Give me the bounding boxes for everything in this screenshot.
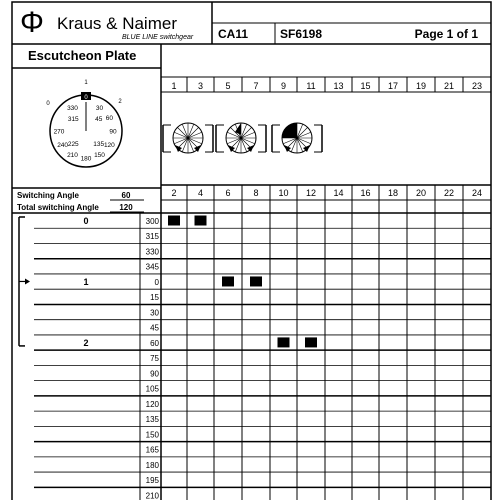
dial-angle-label: 45 xyxy=(95,115,103,123)
angle-label: 135 xyxy=(145,415,159,425)
total-angle-value: 120 xyxy=(119,203,133,212)
switching-angle-block xyxy=(17,191,133,212)
terminal-label-top: 7 xyxy=(253,81,259,91)
position-bracket xyxy=(19,217,30,346)
angle-label: 165 xyxy=(145,445,159,455)
terminal-label-bottom: 2 xyxy=(171,188,177,198)
terminal-label-bottom: 4 xyxy=(197,188,204,198)
dial-mark-0: 0 xyxy=(46,101,50,107)
chart-grid xyxy=(12,2,491,500)
company-name: Kraus & Naimer xyxy=(57,14,177,33)
terminal-label-bottom: 12 xyxy=(305,188,317,198)
angle-label: 210 xyxy=(145,491,159,500)
angle-label: 300 xyxy=(145,217,159,226)
angle-label: 90 xyxy=(150,369,159,379)
angle-label: 315 xyxy=(145,232,159,242)
angle-label: 30 xyxy=(150,308,159,318)
dial-angle-label: 120 xyxy=(103,142,115,149)
arrow-right-icon xyxy=(25,278,30,284)
contact-wafer-symbol xyxy=(216,123,266,153)
terminal-label-bottom: 24 xyxy=(471,188,483,198)
angle-label: 75 xyxy=(150,354,159,364)
terminal-label-bottom: 14 xyxy=(333,188,344,198)
contact-closed-mark xyxy=(195,216,207,226)
terminal-label-top: 23 xyxy=(471,81,483,91)
angle-label: 15 xyxy=(150,293,159,303)
dial-mark-2: 2 xyxy=(118,99,122,105)
position-label: 0 xyxy=(83,216,89,226)
terminal-label-top: 11 xyxy=(306,81,316,91)
contact-circuit-symbols xyxy=(163,123,322,153)
terminal-label-bottom: 10 xyxy=(278,188,289,198)
terminal-label-top: 15 xyxy=(360,81,371,91)
terminal-label-top: 13 xyxy=(333,81,344,91)
terminal-label-top: 5 xyxy=(225,81,231,91)
switching-angle-value: 60 xyxy=(121,191,131,200)
angle-label: 105 xyxy=(145,384,159,394)
dial-angle-label: 135 xyxy=(93,141,105,149)
logo-symbol: Φ xyxy=(20,6,44,39)
terminal-label-top: 3 xyxy=(197,81,204,91)
dial-angle-label: 315 xyxy=(67,115,79,123)
contact-closed-mark xyxy=(222,276,234,286)
contact-closed-mark xyxy=(250,276,262,286)
dial-angle-label: 240 xyxy=(57,142,69,149)
angle-label: 195 xyxy=(145,476,159,486)
escutcheon-title: Escutcheon Plate xyxy=(28,48,137,63)
angle-label: 60 xyxy=(150,338,159,348)
dial-angle-label: 180 xyxy=(80,155,92,163)
dial-angle-label: 150 xyxy=(94,151,105,159)
contact-closed-mark xyxy=(168,216,180,226)
terminal-label-bottom: 22 xyxy=(443,188,455,198)
terminal-label-top: 17 xyxy=(387,81,399,91)
angle-label: 345 xyxy=(145,262,159,272)
total-angle-label: Total switching Angle xyxy=(17,203,99,212)
terminal-label-bottom: 20 xyxy=(415,188,427,198)
dial-angle-label: 225 xyxy=(67,141,79,149)
contact-wafer-symbol xyxy=(272,123,322,153)
company-subtitle: BLUE LINE switchgear xyxy=(122,34,194,41)
switching-angle-label: Switching Angle xyxy=(17,191,79,200)
dial-angle-label: 90 xyxy=(109,128,117,136)
angle-label: 150 xyxy=(145,430,159,440)
angle-label: 45 xyxy=(150,323,159,333)
terminal-label-top: 1 xyxy=(171,81,177,91)
angle-label: 120 xyxy=(145,399,159,409)
contact-closed-mark xyxy=(278,337,290,347)
position-label: 1 xyxy=(83,276,89,287)
type-code: CA11 xyxy=(218,27,249,41)
position-labels xyxy=(83,216,88,348)
dial-angle-label: 330 xyxy=(67,105,78,113)
drawing-number: SF6198 xyxy=(280,27,323,41)
dial-mark-1: 1 xyxy=(84,80,88,86)
contact-segment xyxy=(282,123,297,138)
contact-wafer-symbol xyxy=(163,123,213,153)
terminal-label-bottom: 18 xyxy=(387,188,399,198)
company-logo xyxy=(20,6,44,39)
terminal-label-top: 21 xyxy=(443,81,455,91)
dial-pointer-label: 0 xyxy=(84,95,88,101)
dial-angle-label: 60 xyxy=(105,115,113,122)
angle-label: 330 xyxy=(145,247,159,257)
terminal-label-bottom: 16 xyxy=(360,188,371,198)
position-label: 2 xyxy=(83,337,89,348)
terminal-label-top: 9 xyxy=(280,81,287,91)
page-indicator: Page 1 of 1 xyxy=(414,27,478,41)
terminal-label-bottom: 6 xyxy=(225,188,231,198)
escutcheon-dial xyxy=(46,80,122,167)
contact-closed-mark xyxy=(305,337,317,347)
angle-label: 180 xyxy=(145,460,159,470)
terminal-label-top: 19 xyxy=(415,81,427,91)
dial-angle-label: 30 xyxy=(95,105,104,113)
angle-label: 0 xyxy=(154,277,159,287)
dial-angle-label: 210 xyxy=(67,151,78,159)
dial-angle-label: 270 xyxy=(53,128,65,136)
terminal-label-bottom: 8 xyxy=(253,188,259,198)
